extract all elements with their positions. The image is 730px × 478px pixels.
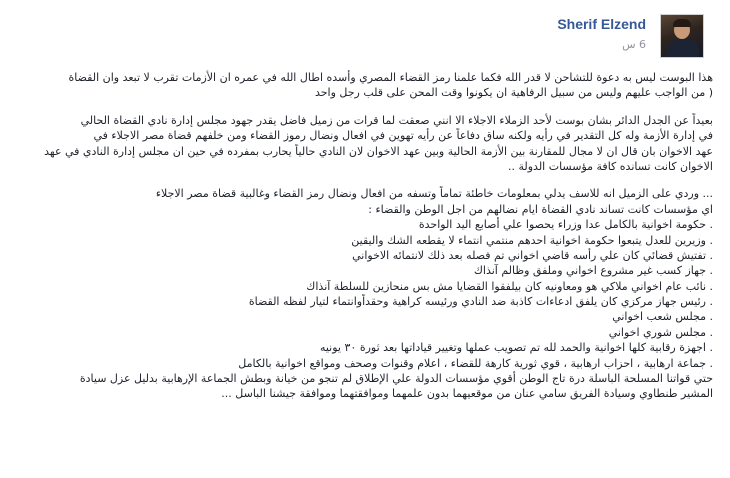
post-text-line: . اجهزة رقابية كلها اخوانية والحمد لله تم تصويب عملها وتغيير قياداتها بعد ثورة ٣٠ يونيه [319,341,713,355]
post-text-line: المشير طنطاوي وسيادة الفريق سامي عنان من موقعيهما بدون علمهما وموافقتهما وموافقة جيشنا الباسل ... [221,387,713,401]
post-body [13,70,713,402]
post-text-line: حتي قواتنا المسلحة الباسلة درة تاج الوطن أقوي مؤسسات الدولة علي الإطلاق لم تنجو من خيانة وبطش الجماعة الإرهابية بدليل عزل سيادة [79,372,713,386]
post-text-line: . حكومة اخوانية بالكامل عدا وزراء يحصوا علي أصابع اليد الواحدة [418,218,713,232]
author-avatar[interactable] [660,14,704,58]
post-text-line: . وزيرين للعدل يتبعوا حكومة اخوانية احدهم منتمي انتماء لا يقطعه الشك واليقين [351,233,713,247]
post-text-line: . جماعة ارهابية ، احزاب ارهابية ، قوي ثورية كارهة للقضاء ، اعلام وقنوات وصحف ومواقع اخوانية بالكامل [238,356,713,370]
post-text-line: اي مؤسسات كانت تساند نادي القضاة ايام نضالهم من اجل الوطن والقضاء : [368,202,713,216]
post-text-line: الاخوان كانت تسانده كافة مؤسسات الدولة .. [508,159,713,173]
paragraph-gap [13,174,713,186]
post-text-line: في إدارة الأزمة وله كل التقدير في رأيه ولكنه ساق دفاعاً عن رأيه تهوين في افعال ونضال رموز القضاء ومن خلفهم قضاة مصر الاجلاء في [93,129,713,143]
post-text-line: . رئيس جهاز مركزي كان يلفق ادعاءات كاذبة ضد النادي ورئيسه كراهية وحقداًوانتماء لتيار لفظه القضاة [248,295,713,309]
post-text-line: عهد الاخوان بان قال ان لا مجال للمقارنة بين الأزمة الحالية وبين عهد الاخوان لان النادي حالياً يحارب بمفرده في حين ان مجلس إدارة النادي في عهد [44,144,713,158]
avatar-hair-shape [673,19,691,27]
post-text-line: . نائب عام اخواني ملاكي هو ومعاونيه كان بيلفقوا القضايا مش بس منحازين للسلطة آنذاك [306,279,713,293]
author-name[interactable]: Sherif Elzend [557,16,646,32]
post-text-line: . جهاز كسب غير مشروع اخواني وملفق وظالم آنذاك [473,264,713,278]
post-timestamp[interactable]: 6 س [622,38,646,51]
post-text-line: . مجلس شوري اخواني [608,325,713,339]
post-text-line: . مجلس شعب اخواني [612,310,713,324]
post-header [364,14,704,64]
paragraph-gap [13,101,713,113]
post-text-line: . تفتيش قضائي كان علي رأسه قاضي اخواني تم فصله بعد ذلك لانتمائه الاخواني [352,248,713,262]
post-text-line: ( من الواجب عليهم وليس من سبيل الرفاهية ان يكونوا وقت المحن على قلب رجل واحد [314,86,713,100]
post-text-line: بعيداً عن الجدل الدائر بشان بوست لأحد الزملاء الاجلاء الا انني صعقت لما قرات من زميل فاضل يقدر جهود مجلس إدارة نادي القضاة الحالي [80,113,713,127]
post-text-line: هذا البوست ليس به دعوة للتشاحن لا قدر الله فكما علمنا رمز القضاء المصري وأسده اطال الله في عمره ان الأزمات تقرب لا تبعد وان القضاة [68,71,713,84]
avatar-body-shape [667,39,699,58]
post-text-line: ... وردي على الزميل انه للاسف يدلي بمعلومات خاطئة تماماً وتسفه من افعال ونضال رمز القضاء وغالبية قضاة مصر الاجلاء [155,187,713,201]
